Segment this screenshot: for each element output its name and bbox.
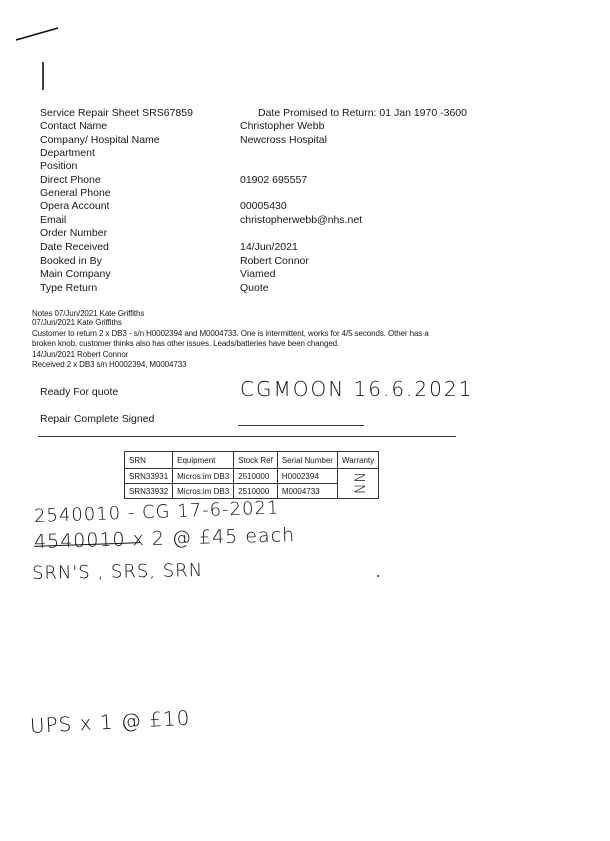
- note-line: 07/Jun/2021 Kate Griffiths: [32, 318, 122, 327]
- table-cell: SRN33932: [125, 484, 173, 499]
- table-header-cell: Equipment: [173, 452, 234, 469]
- field-label: General Phone: [40, 187, 111, 199]
- note-line: Notes 07/Jun/2021 Kate Griffiths: [32, 309, 145, 318]
- ready-for-quote-label: Ready For quote: [40, 386, 119, 398]
- field-value: christopherwebb@nhs.net: [240, 214, 363, 226]
- warranty-mark: NN: [350, 472, 367, 495]
- field-label: Contact Name: [40, 120, 108, 132]
- sheet-title: Service Repair Sheet SRS67859: [40, 107, 193, 119]
- section-divider: [38, 436, 456, 437]
- table-row: [125, 469, 379, 484]
- field-value: Robert Connor: [240, 255, 309, 267]
- field-value: 14/Jun/2021: [240, 241, 298, 253]
- signature-line: [238, 425, 364, 426]
- note-line: Customer to return 2 x DB3 - s/n H0002394 and M0004733. One is intermittent, works for 4/5 seconds. Other has a: [32, 329, 429, 338]
- field-label: Type Return: [40, 282, 98, 294]
- table-cell: 2510000: [234, 469, 278, 484]
- field-value: Newcross Hospital: [240, 134, 327, 146]
- field-label: Direct Phone: [40, 174, 101, 186]
- table-cell: 2510000: [234, 484, 278, 499]
- table-cell: M0004733: [277, 484, 337, 499]
- field-value: Christopher Webb: [240, 120, 325, 132]
- handwritten-price-line: 4540010 x 2 @ £45 each: [33, 524, 296, 553]
- handwritten-stock-line: 2540010 - CG 17-6-2021: [33, 497, 280, 527]
- corner-pen-mark: [14, 22, 64, 94]
- table-header-cell: SRN: [125, 452, 173, 469]
- srn-table: [124, 451, 379, 499]
- table-cell: Micros:im DB3: [173, 484, 234, 499]
- field-label: Department: [40, 147, 95, 159]
- field-label: Order Number: [40, 227, 108, 239]
- field-label: Booked in By: [40, 255, 102, 267]
- note-line: Received 2 x DB3 s/n H0002394, M0004733: [32, 360, 187, 369]
- table-header-cell: Warranty: [337, 452, 378, 469]
- field-label: Date Received: [40, 241, 109, 253]
- ink-dot: [377, 575, 379, 577]
- note-line: broken knob, customer thinks also has other issues. Leads/batteries have been changed.: [32, 339, 340, 348]
- field-value: 01902 695557: [240, 174, 308, 186]
- note-line: 14/Jun/2021 Robert Connor: [32, 350, 129, 359]
- field-label: Main Company: [40, 268, 111, 280]
- table-header-cell: Stock Ref: [234, 452, 278, 469]
- table-cell: H0002394: [277, 469, 337, 484]
- field-label: Position: [40, 160, 78, 172]
- table-cell: [337, 469, 378, 499]
- table-cell: SRN33931: [125, 469, 173, 484]
- table-header-row: [125, 452, 379, 469]
- field-value: 00005430: [240, 200, 287, 212]
- field-label: Email: [40, 214, 67, 226]
- field-value: Quote: [240, 282, 269, 294]
- field-label: Company/ Hospital Name: [40, 134, 160, 146]
- date-promised: Date Promised to Return: 01 Jan 1970 -3600: [258, 107, 467, 119]
- table-cell: Micros:im DB3: [173, 469, 234, 484]
- handwritten-ups-line: UPS x 1 @ £10: [29, 705, 191, 738]
- ready-signature: CGMOON 16.6.2021: [240, 377, 474, 401]
- field-value: Viamed: [240, 268, 276, 280]
- field-label: Opera Account: [40, 200, 110, 212]
- table-header-cell: Serial Number: [277, 452, 337, 469]
- handwritten-srn-line: SRN'S , SRS, SRN: [31, 560, 204, 584]
- repair-complete-label: Repair Complete Signed: [40, 413, 155, 425]
